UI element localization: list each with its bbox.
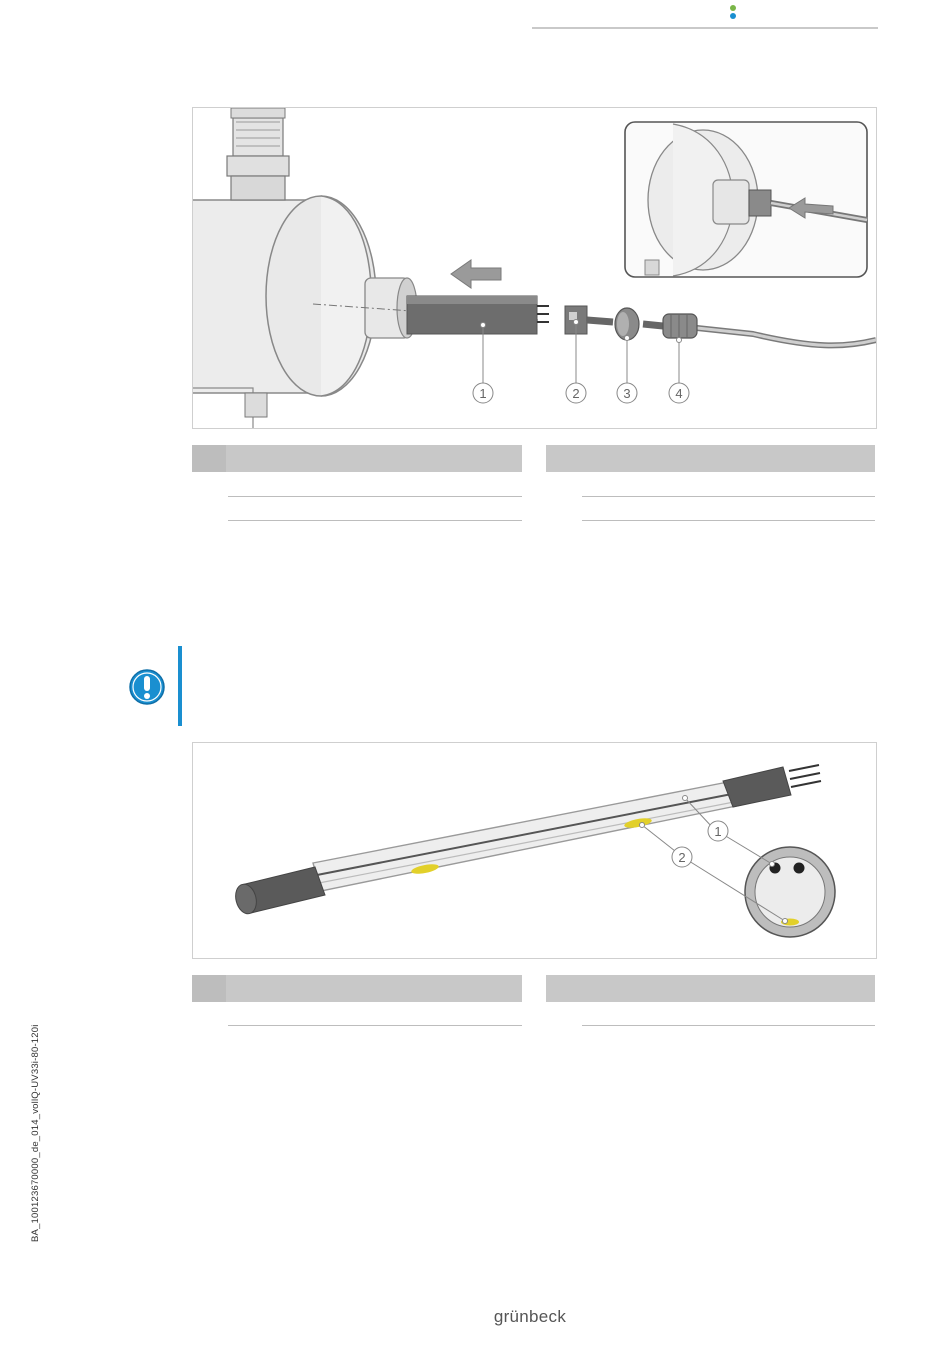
note-info-icon	[128, 668, 166, 706]
svg-text:2: 2	[572, 386, 580, 401]
legend-number-cell	[192, 975, 226, 1002]
figure-uv-lamp-markings	[192, 742, 877, 959]
note-accent-bar	[178, 646, 182, 726]
figure-uv-lamp-installation	[192, 107, 877, 429]
svg-text:2: 2	[678, 850, 686, 865]
svg-text:3: 3	[623, 386, 631, 401]
document-code: BA_100123670000_de_014_vollQ-UV33i-80-120i	[30, 1024, 41, 1242]
legend-header-right	[546, 975, 875, 1002]
legend-row-rule	[228, 1025, 522, 1026]
callout-3	[617, 383, 637, 403]
figure-uv-lamp-markings-drawing	[193, 743, 876, 958]
svg-text:4: 4	[675, 386, 683, 401]
legend-row-rule	[582, 1025, 875, 1026]
legend-header-left	[192, 445, 522, 472]
legend-row-rule	[228, 520, 522, 521]
inset-detail	[625, 122, 867, 277]
callout-4	[669, 383, 689, 403]
legend-number-cell	[192, 445, 226, 472]
header-rule	[532, 27, 878, 29]
logo-dot-green	[730, 5, 736, 11]
legend-header-left	[192, 975, 522, 1002]
callout-2	[672, 847, 692, 867]
svg-text:1: 1	[479, 386, 487, 401]
legend-row-rule	[228, 496, 522, 497]
legend-row-rule	[582, 496, 875, 497]
legend-header-right	[546, 445, 875, 472]
footer-brand-logo: grünbeck	[493, 1307, 567, 1326]
callout-1	[708, 821, 728, 841]
figure-uv-lamp-installation-drawing	[193, 108, 876, 428]
logo-dot-blue	[730, 13, 736, 19]
callout-2	[566, 383, 586, 403]
svg-text:1: 1	[714, 824, 722, 839]
legend-row-rule	[582, 520, 875, 521]
callout-1	[473, 383, 493, 403]
